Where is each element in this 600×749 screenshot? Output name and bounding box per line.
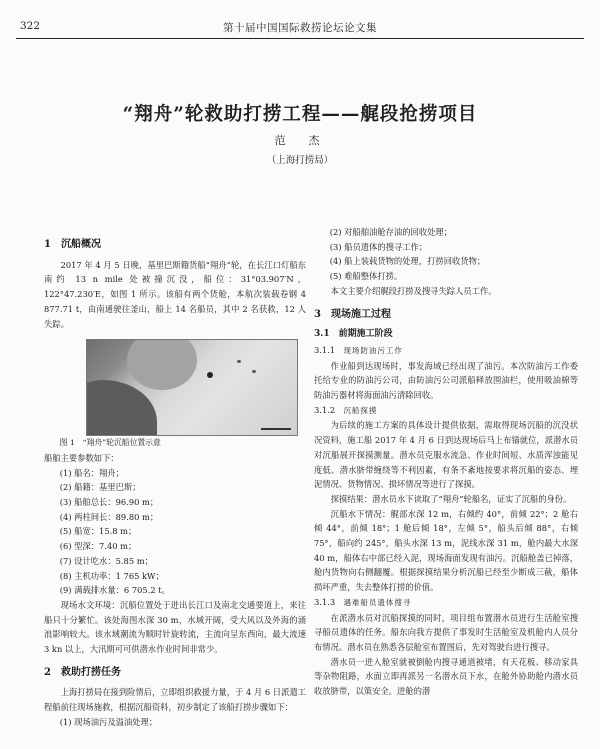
task-item: (1) 现场油污及溢油处理； bbox=[59, 716, 158, 727]
paragraph: 沉船水下情况：艉部水深 12 m，右倾约 40°，前倾 22°；2 舱右倾 44°，前倾 18°；1 舱后倾 18°，左倾 5°，船头后倾 88°，右倾 75°，船向约 245°，船头水深 13 m，泥线水深 31 m，舱内最大水深 40 m，船体右中部已经入泥，现场海面发现有油污。沉船舱盖已掉落，舱内货物向右侧翻覆。根据探摸结果分析沉船已经至少断成三截，船体损坏严重，失去整体打捞的价值。 bbox=[314, 508, 578, 593]
section-2-heading: 2 救助打捞任务 bbox=[44, 666, 121, 678]
wreck-location-marker bbox=[207, 372, 213, 378]
subsubsection-title: 遇难船员遗体搜寻 bbox=[343, 597, 412, 607]
param-item: (6) 型深：7.40 m； bbox=[59, 541, 137, 552]
map-island bbox=[252, 370, 256, 373]
subsubsection-heading bbox=[314, 343, 578, 359]
paragraph: 探摸结果：潜水员水下读取了“翔舟”轮船名，证实了沉船的身份。 bbox=[330, 493, 572, 504]
task-item: (2) 对船舶油舱存油的回收处理； bbox=[329, 227, 453, 237]
param-item: (4) 两柱间长：89.80 m； bbox=[59, 511, 159, 522]
task-item: (5) 难船整体打捞。 bbox=[329, 271, 403, 282]
map-scale-bar bbox=[261, 428, 291, 430]
subsubsection-heading bbox=[314, 403, 578, 419]
param-item: (5) 船宽：15.8 m； bbox=[59, 526, 137, 537]
subsubsection-number: 3.1.3 bbox=[314, 596, 336, 607]
param-item: (3) 船舶总长：96.90 m； bbox=[59, 497, 159, 508]
paragraph: 在派潜水员对沉船探摸的同时，项目组布置潜水员进行生活舱室搜寻船员遗体的任务。船东向我方提供了事发时生活舱室及机舱内人员分布情况。潜水员在熟悉各层舱室布置图后，先对驾驶台进行搜寻。 bbox=[314, 612, 578, 652]
figure-1-map bbox=[86, 339, 298, 436]
paper-title: “翔舟”轮救助打捞工程——艉段抢捞项目 bbox=[122, 104, 478, 125]
subsection-3-1-heading: 3.1 前期施工阶段 bbox=[314, 329, 393, 340]
affiliation: （上海打捞局） bbox=[266, 155, 334, 166]
paragraph: 本文主要介绍艉段打捞及搜寻失踪人员工作。 bbox=[330, 285, 497, 296]
section-3-heading: 3 现场施工过程 bbox=[314, 308, 391, 320]
right-column bbox=[314, 225, 578, 699]
paragraph: 潜水员一进入舱室就被倒舱内搜寻通道被堵，有天花板、移动家具等杂物阻路，水面立即再派另一名潜水员下水，在舱外协助舱内潜水员收放脐带，以策安全。进舱的潜 bbox=[314, 656, 578, 697]
paragraph: 现场水文环境：沉船位置处于进出长江口及南北交通要道上，来往船只十分繁忙。该处海图水深 30 m，水域开阔，受大风以及外海的涌浪影响较大。该水域潮流为顺时针旋转流，主流向呈东西向，最大流速 3 kn 以上，大汛期可可供潜水作业时间非常少。 bbox=[44, 599, 306, 655]
task-item: (4) 船上装载货物的处理，打捞回收货物； bbox=[329, 256, 486, 267]
paragraph: 上海打捞局在接到险情后，立即组织救援力量，于 4 月 6 日派遣工程船前往现场施救，根据沉船资料，初步制定了该船打捞步骤如下： bbox=[44, 687, 306, 713]
paragraph: 为后续的施工方案的具体设计提供依据，需取得现场沉船的沉没状况资料，施工船 2017 年 4 月 6 日到达现场后马上布锚就位，派潜水员对沉船展开探摸测量。潜水员克服水流急、作业时间短、水质浑浊能见度低、潜水脐带缠绕等不利因素，有条不紊地按要求将沉船的姿态、埋泥情况、货物情况、损坏情况等进行了探摸。 bbox=[314, 420, 578, 490]
task-item: (3) 船员遗体的搜寻工作； bbox=[329, 241, 428, 252]
param-item: (9) 满载排水量：6 705.2 t。 bbox=[59, 585, 170, 596]
subsubsection-title: 沉船探摸 bbox=[343, 405, 378, 415]
running-header bbox=[16, 18, 584, 39]
figure-1-caption: 图 1 “翔舟”轮沉船位置示意 bbox=[59, 438, 161, 448]
param-item: (2) 船籍：基里巴斯； bbox=[59, 482, 141, 493]
subsubsection-number: 3.1.2 bbox=[314, 404, 336, 415]
paragraph: 2017 年 4 月 5 日晚，基里巴斯籍货船“翔舟”轮，在长江口灯船东南约 13 n mile 处被撞沉没，船位：31°03.907′N，122°47.230′E，如图 1 所示。该船有两个货舱，本航次装载卷钢 4 877.71 t，由南通驶往釜山，船上 14 名船员，其中 2 名获救，12 人失踪。 bbox=[44, 259, 306, 329]
left-column bbox=[44, 229, 306, 730]
subsubsection-number: 3.1.1 bbox=[314, 344, 336, 355]
page-number: 322 bbox=[20, 20, 41, 32]
paragraph: 作业船到达现场时，事发海域已经出现了油污。本次防油污工作委托给专业的防油污公司，由防油污公司派船释放围油栏，使用吸油棉等防油污器材将海面油污清除回收。 bbox=[314, 360, 578, 401]
subsubsection-title: 现场防油污工作 bbox=[343, 345, 403, 355]
subsubsection-heading bbox=[314, 595, 578, 611]
author: 范 杰 bbox=[274, 134, 326, 147]
map-land-shape bbox=[86, 380, 157, 436]
journal-title: 第十届中国国际救捞论坛论文集 bbox=[223, 22, 377, 34]
section-1-heading: 1 沉船概况 bbox=[44, 239, 101, 250]
param-item: (7) 设计吃水：5.85 m； bbox=[59, 555, 153, 566]
params-intro: 船舶主要参数如下： bbox=[44, 452, 119, 463]
param-item: (1) 船名：翔舟； bbox=[59, 467, 124, 478]
map-coast-shape bbox=[127, 339, 197, 390]
param-item: (8) 主机功率：1 765 kW； bbox=[59, 570, 164, 581]
map-island bbox=[237, 360, 241, 363]
